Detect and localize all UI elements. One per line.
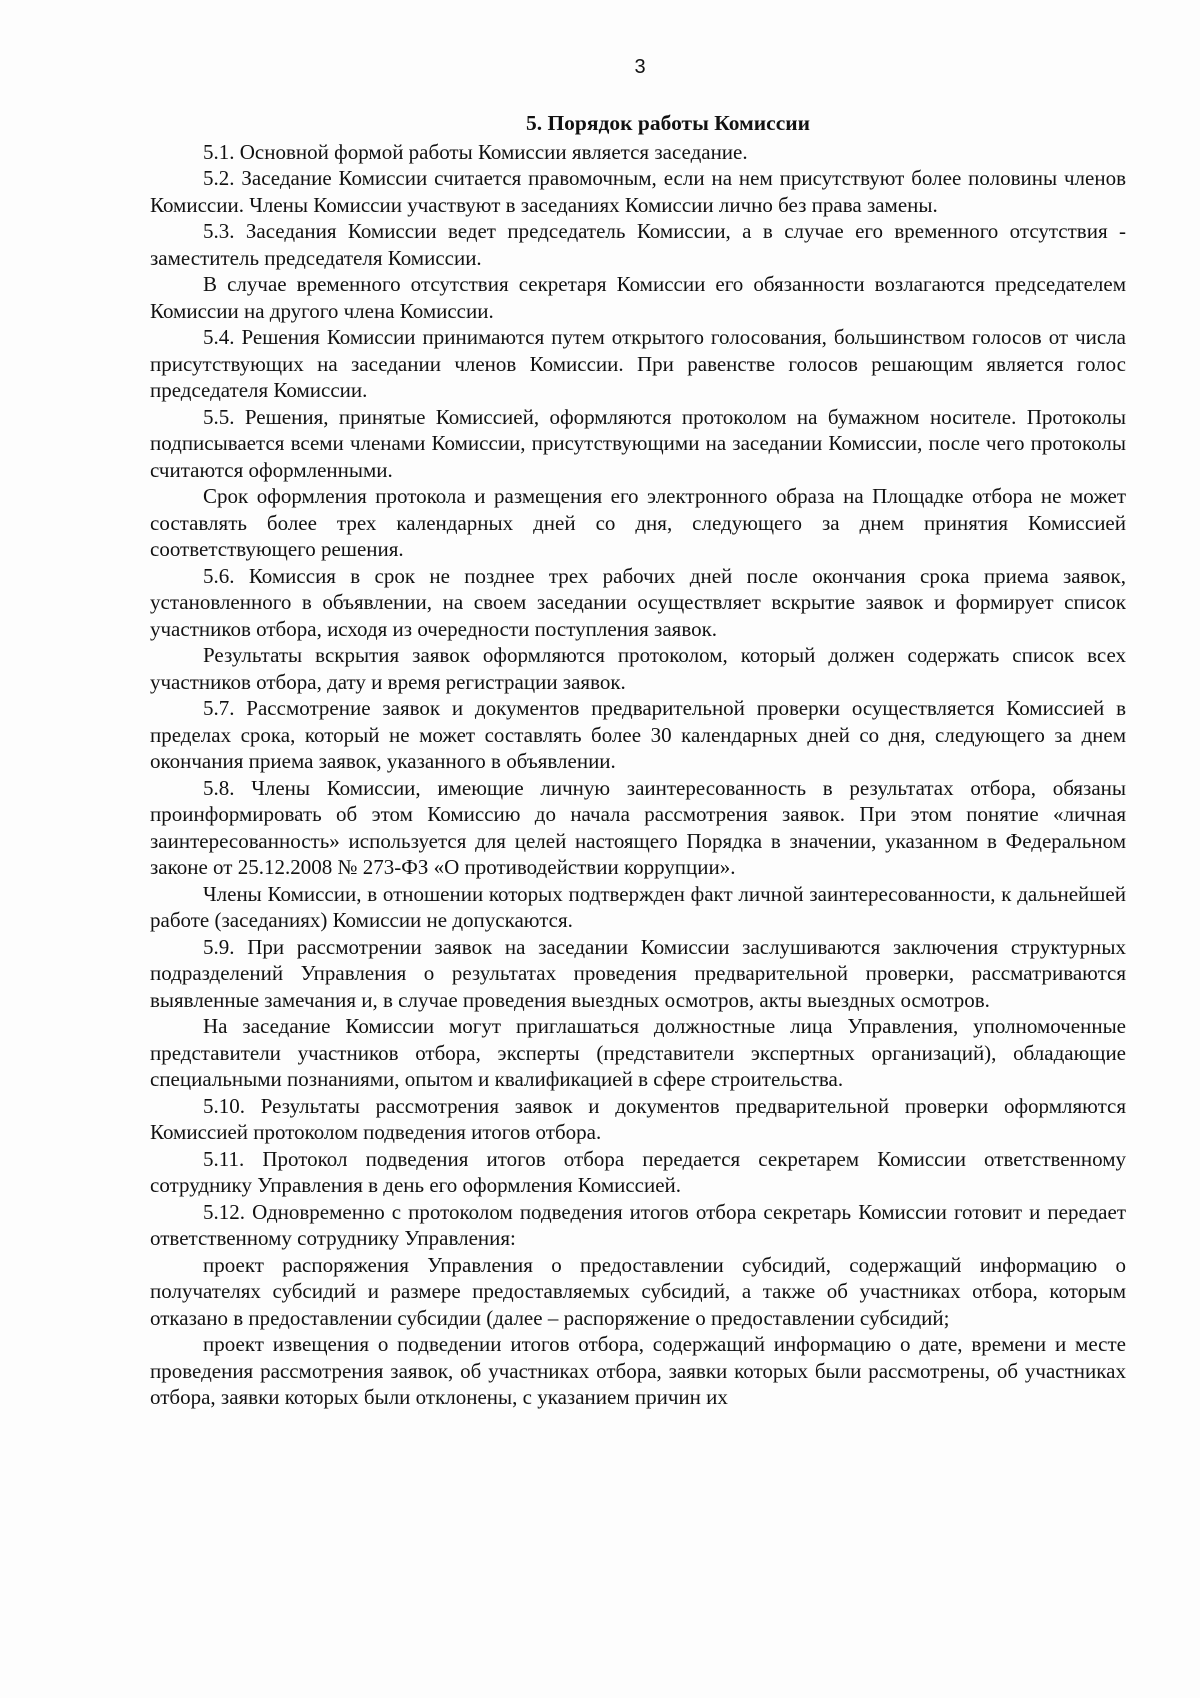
paragraph-5-10: 5.10. Результаты рассмотрения заявок и документов предварительной проверки оформляются Комиссией протоколом подведения итогов отбора. — [150, 1093, 1126, 1144]
paragraph-5-7: 5.7. Рассмотрение заявок и документов предварительной проверки осуществляется Комиссией в пределах срока, который не может составлять более 30 календарных дней со дня, следующего за днем окончания приема заявок, указанного в объявлении. — [150, 696, 1126, 773]
paragraph-5-8: 5.8. Члены Комиссии, имеющие личную заинтересованность в результатах отбора, обязаны проинформировать об этом Комиссию до начала рассмотрения заявок. При этом понятие «личная заинтересованность» используется для целей настоящего Порядка в значении, указанном в Федеральном законе от 25.12.2008 № 273-ФЗ «О противодействии коррупции». — [150, 775, 1126, 879]
paragraph-5-4: 5.4. Решения Комиссии принимаются путем открытого голосования, большинством голосов от числа присутствующих на заседании членов Комиссии. При равенстве голосов решающим является голос председателя Комиссии. — [150, 325, 1126, 402]
page-number: 3 — [634, 56, 646, 78]
paragraph-5-6: 5.6. Комиссия в срок не позднее трех рабочих дней после окончания срока приема заявок, установленного в объявлении, на своем заседании осуществляет вскрытие заявок и формирует список участников отбора, исходя из очередности поступления заявок. — [150, 563, 1126, 641]
paragraph-draft-notice: проект извещения о подведении итогов отбора, содержащий информацию о дате, времени и месте проведения рассмотрения заявок, об участниках отбора, заявки которых были рассмотрены, об участниках отбора, заявки которых были отклонены, с указанием причин их — [150, 1332, 1126, 1409]
paragraph-5-2: 5.2. Заседание Комиссии считается правомочным, если на нем присутствуют более половины членов Комиссии. Члены Комиссии участвуют в заседаниях Комиссии лично без права замены. — [150, 166, 1126, 217]
paragraph-draft-order: проект распоряжения Управления о предоставлении субсидий, содержащий информацию о получателях субсидий и размере предоставляемых субсидий, а также об участниках отбора, которым отказано в предоставлении субсидии (далее – распоряжение о предоставлении субсидий; — [150, 1252, 1126, 1330]
paragraph-5-3: 5.3. Заседания Комиссии ведет председатель Комиссии, а в случае его временного отсутствия - заместитель председателя Комиссии. — [150, 219, 1126, 270]
paragraph-5-12: 5.12. Одновременно с протоколом подведения итогов отбора секретарь Комиссии готовит и передает ответственному сотруднику Управления: — [150, 1199, 1126, 1250]
paragraph-protocol-deadline: Срок оформления протокола и размещения его электронного образа на Площадке отбора не может составлять более трех календарных дней со дня, следующего за днем принятия Комиссией соответствующего решения. — [150, 484, 1126, 561]
paragraph-secretary-absence: В случае временного отсутствия секретаря Комиссии его обязанности возлагаются председателем Комиссии на другого члена Комиссии. — [150, 272, 1126, 323]
paragraph-5-1: 5.1. Основной формой работы Комиссии является заседание. — [203, 139, 748, 164]
paragraph-5-9: 5.9. При рассмотрении заявок на заседании Комиссии заслушиваются заключения структурных подразделений Управления о результатах проведения предварительной проверки, рассматриваются выявленные замечания и, в случае проведения выездных осмотров, акты выездных осмотров. — [150, 934, 1126, 1012]
paragraph-invited-persons: На заседание Комиссии могут приглашаться должностные лица Управления, уполномоченные представители участников отбора, эксперты (представители экспертных организаций), обладающие специальными познаниями, опытом и квалификацией в сфере строительства. — [150, 1014, 1126, 1091]
document-body — [150, 110, 1126, 1411]
paragraph-5-5: 5.5. Решения, принятые Комиссией, оформляются протоколом на бумажном носителе. Протоколы подписывается всеми членами Комиссии, присутствующими на заседании Комиссии, после чего протоколы считаются оформленными. — [150, 404, 1126, 482]
section-title: 5. Порядок работы Комиссии — [525, 111, 811, 135]
paragraph-5-11: 5.11. Протокол подведения итогов отбора передается секретарем Комиссии ответственному сотруднику Управления в день его оформления Комиссией. — [150, 1146, 1126, 1197]
paragraph-conflict-exclusion: Члены Комиссии, в отношении которых подтвержден факт личной заинтересованности, к дальнейшей работе (заседаниях) Комиссии не допускаются. — [150, 881, 1126, 932]
paragraph-opening-results: Результаты вскрытия заявок оформляются протоколом, который должен содержать список всех участников отбора, дату и время регистрации заявок. — [150, 643, 1126, 694]
